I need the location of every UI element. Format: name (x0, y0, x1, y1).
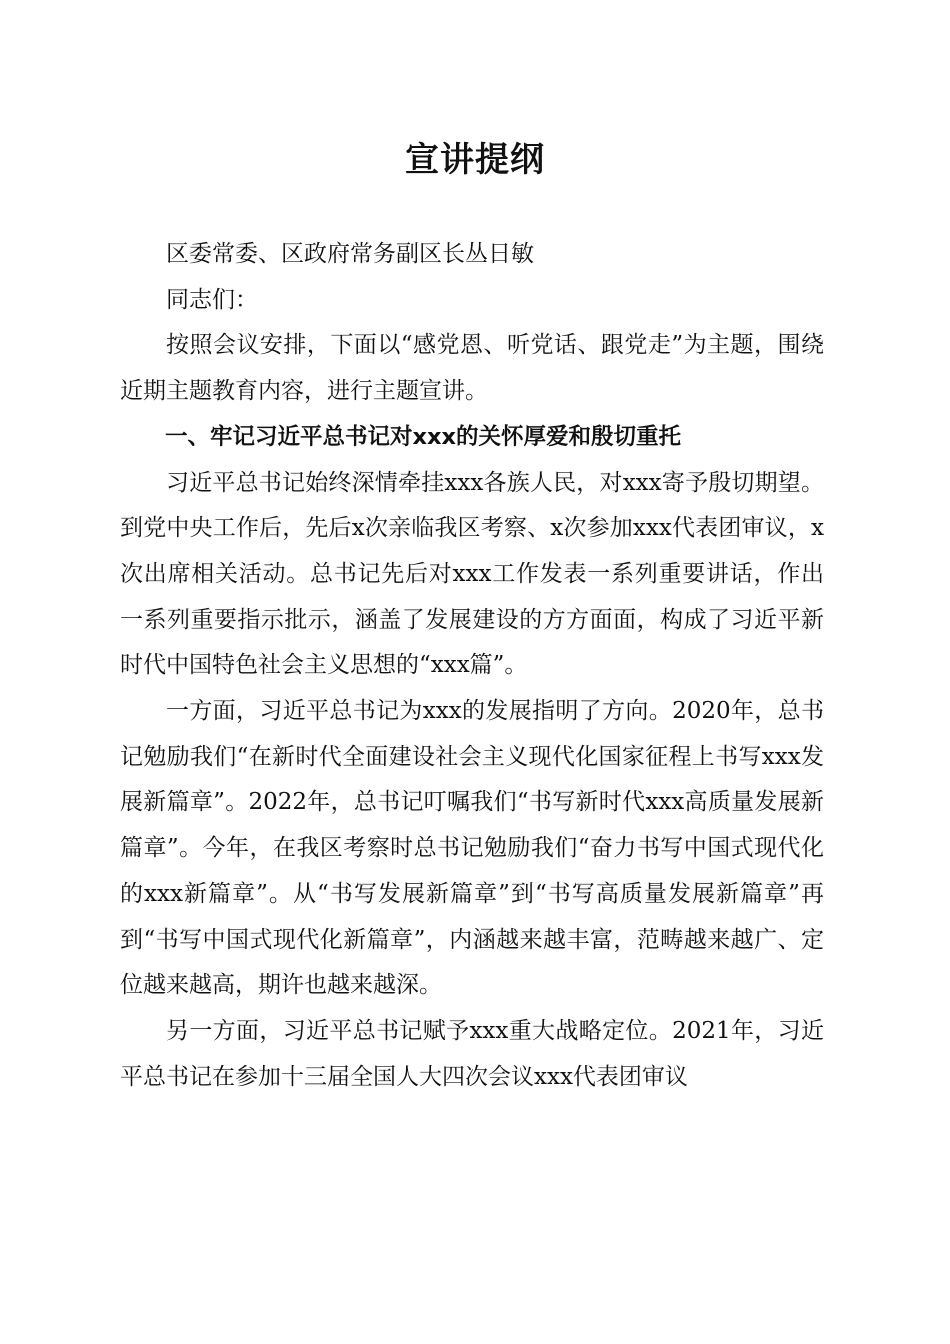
paragraph-3: 另一方面，习近平总书记赋予xxx重大战略定位。2021年，习近平总书记在参加十三届全国人大四次会议xxx代表团审议 (120, 1017, 824, 1090)
paragraph-2: 一方面，习近平总书记为xxx的发展指明了方向。2020年，总书记勉励我们“在新时代全面建设社会主义现代化国家征程上书写xxx发展新篇章”。2022年，总书记叮嘱我们“书写新时代xxx高质量发展新篇章”。今年，在我区考察时总书记勉励我们“奋力书写中国式现代化的xxx新篇章”。从“书写发展新篇章”到“书写高质量发展新篇章”再到“书写中国式现代化新篇章”，内涵越来越丰富，范畴越来越广、定位越来越高，期许也越来越深。 (120, 698, 824, 999)
paragraph-1: 习近平总书记始终深情牵挂xxx各族人民，对xxx寄予殷切期望。到党中央工作后，先后x次亲临我区考察、x次参加xxx代表团审议，x次出席相关活动。总书记先后对xxx工作发表一系列重要讲话，作出一系列重要指示批示，涵盖了发展建设的方方面面，构成了习近平新时代中国特色社会主义思想的“xxx篇”。 (120, 469, 824, 679)
document-body (120, 232, 824, 1100)
speaker-line: 区委常委、区政府常务副区长丛日敏 (166, 241, 534, 267)
intro-paragraph: 按照会议安排，下面以“感党恩、听党话、跟党走”为主题，围绕近期主题教育内容，进行主题宣讲。 (120, 332, 824, 405)
salutation: 同志们： (166, 286, 258, 313)
section-heading-1: 一、牢记习近平总书记对xxx的关怀厚爱和殷切重托 (165, 423, 682, 450)
document-title: 宣讲提纲 (405, 140, 545, 180)
